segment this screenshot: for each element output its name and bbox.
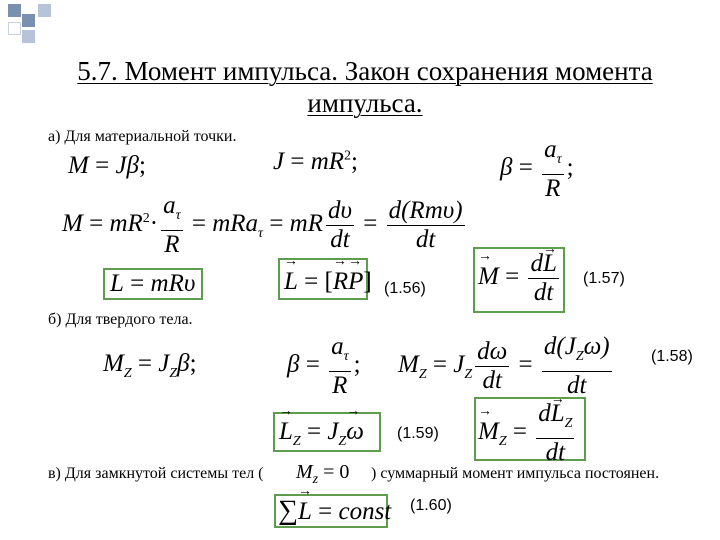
formula-sum-l-const: ∑→ L = const <box>278 495 391 527</box>
section-a-label: а) Для материальной точки. <box>48 128 237 145</box>
equation-number-1-59: (1.59) <box>397 425 439 442</box>
formula-beta-a-r-rigid: β = $\frac{a_\tau}{R}$ ; <box>287 333 361 399</box>
equation-number-1-58: (1.58) <box>651 348 693 365</box>
formula-beta-a-r: β = $\frac{a_\tau}{R}$ ; <box>500 136 574 202</box>
formula-moment-jbeta: M = Jβ; <box>68 152 146 179</box>
formula-j-mr2: $J = mR^2$; <box>273 148 358 175</box>
section-c-label-start: в) Для замкнутой системы тел ( <box>48 465 264 482</box>
formula-mz-zero: $M_z = 0$ <box>296 461 350 487</box>
section-b-label: б) Для твердого тела. <box>48 311 193 328</box>
formula-mz-dlzdt: → $M_Z$ = $\frac{d\to L_Z}{dt}$ <box>478 400 577 467</box>
formula-lz-jz-omega: → $L_Z = J_Z\to \omega$ <box>279 418 364 450</box>
equation-number-1-60: (1.60) <box>410 497 452 514</box>
decor-square <box>38 4 51 17</box>
formula-moment-expanded: $M = mR^2\cdot$ $\frac{a_\tau}{R}$ = mRa$_\tau$ = mR $\frac{d\upsilon}{dt}$ = $\frac{\text{d(Rmυ)}}{dt}$ <box>62 192 463 258</box>
formula-m-dldt: → M = $\frac{d\to L}{dt}$ <box>478 250 562 307</box>
decor-square <box>22 14 35 27</box>
decor-square <box>22 30 35 43</box>
formula-l-rp: → L = [→ R→ P] <box>284 268 372 296</box>
formula-mz-jz-domega: $M_Z = J_Z$ $\frac{d\omega}{dt}$ = $\frac{d(J_Z\omega)}{dt}$ <box>398 333 610 399</box>
page-title: 5.7. Момент импульса. Закон сохранения момента импульса. <box>77 56 653 118</box>
formula-l-mrv: L = mRυ <box>110 270 196 297</box>
decor-square <box>8 4 21 17</box>
formula-mz-jz-beta: $M_Z = J_Z\beta$; <box>103 350 197 381</box>
decor-square <box>8 22 21 35</box>
equation-number-1-56: (1.56) <box>384 280 426 297</box>
section-c-label-end: ) суммарный момент импульса постоянен. <box>371 465 660 482</box>
equation-number-1-57: (1.57) <box>583 270 625 287</box>
